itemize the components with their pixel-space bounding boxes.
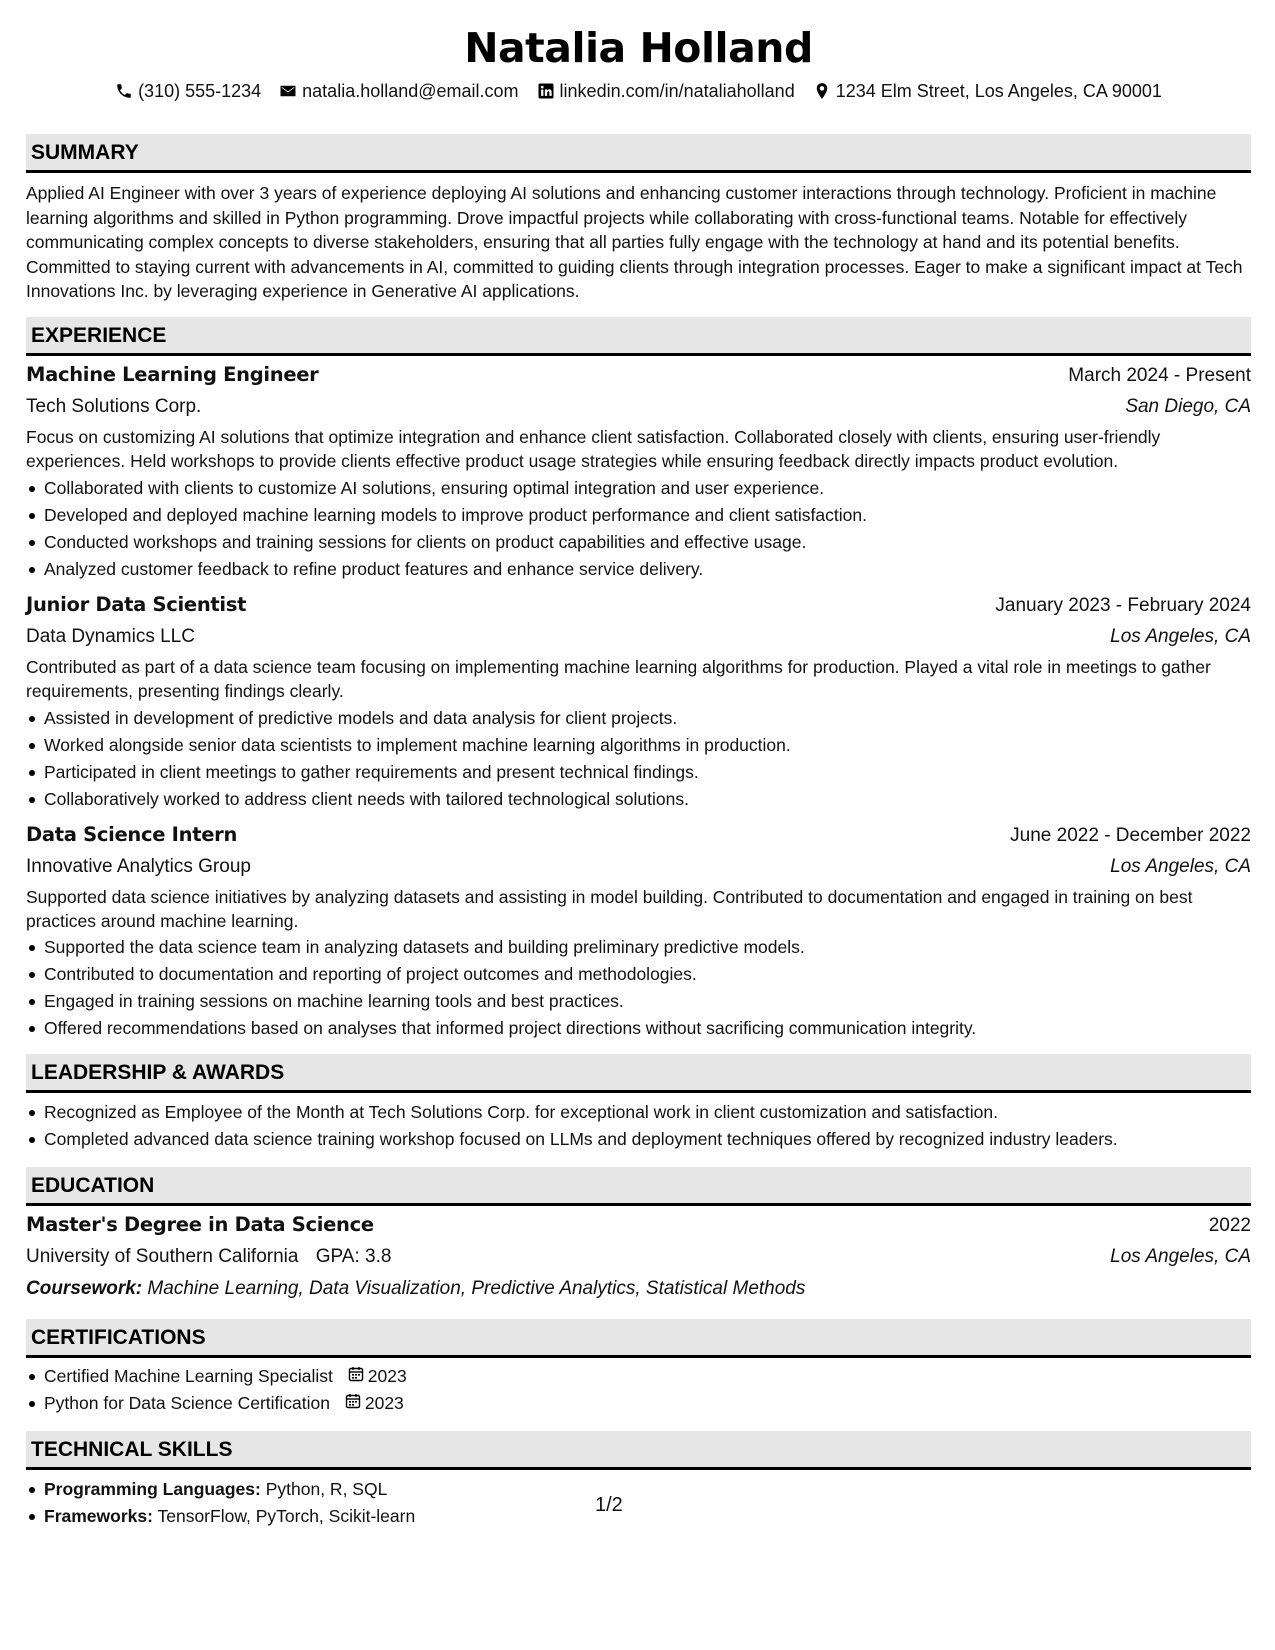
cert-year-wrap	[348, 1363, 407, 1390]
calendar-icon	[345, 1390, 361, 1417]
contact-linkedin[interactable]	[537, 78, 795, 104]
school-location: Los Angeles, CA	[1110, 1246, 1251, 1268]
skill-label: Programming Languages:	[44, 1479, 261, 1500]
job-company-row	[26, 391, 1251, 423]
resume-page	[26, 0, 1251, 1530]
skill-value: Python, R, SQL	[265, 1479, 388, 1500]
list-item	[26, 1503, 1251, 1530]
phone-number: (310) 555-1234	[138, 81, 262, 101]
list-item	[26, 1390, 1251, 1417]
job-title: Data Science Intern	[26, 822, 238, 846]
list-item: Recognized as Employee of the Month at Tech Solutions Corp. for exceptional work in client customization and satisfaction.	[26, 1099, 1251, 1126]
job-bullets	[26, 705, 1251, 813]
street-address: 1234 Elm Street, Los Angeles, CA 90001	[835, 81, 1162, 101]
list-item	[26, 1476, 1251, 1503]
job-header	[26, 590, 1251, 621]
leadership-list	[26, 1099, 1251, 1153]
list-item: Completed advanced data science training workshop focused on LLMs and deployment techniques offered by recognized industry leaders.	[26, 1126, 1251, 1153]
candidate-name: Natalia Holland	[464, 24, 813, 72]
degree-row	[26, 1210, 1251, 1241]
school-name: University of Southern California	[26, 1246, 299, 1268]
gpa: GPA: 3.8	[315, 1246, 392, 1268]
coursework-label: Coursework:	[26, 1278, 143, 1300]
leadership-header: LEADERSHIP & AWARDS	[26, 1054, 1251, 1093]
list-item: Participated in client meetings to gather requirements and present technical findings.	[26, 759, 1251, 786]
education-header: EDUCATION	[26, 1167, 1251, 1206]
skill-value: TensorFlow, PyTorch, Scikit-learn	[157, 1506, 416, 1527]
job-header	[26, 360, 1251, 391]
job-dates: March 2024 - Present	[1068, 364, 1251, 386]
school-row	[26, 1241, 1251, 1273]
experience-entry	[26, 590, 1251, 813]
contact-email[interactable]	[279, 78, 518, 104]
job-bullets	[26, 934, 1251, 1042]
list-item: Offered recommendations based on analyses that informed project directions without sacrificing communication integrity.	[26, 1015, 1251, 1042]
cert-year: 2023	[364, 1393, 404, 1414]
cert-name: Certified Machine Learning Specialist	[44, 1366, 333, 1387]
summary-header: SUMMARY	[26, 134, 1251, 173]
job-description: Supported data science initiatives by analyzing datasets and assisting in model building. Contributed to documentation and engaged in training on best practices around machine learning.	[26, 886, 1193, 931]
list-item: Engaged in training sessions on machine learning tools and best practices.	[26, 988, 1251, 1015]
cert-year-wrap	[345, 1390, 404, 1417]
summary-text: Applied AI Engineer with over 3 years of experience deploying AI solutions and enhancing customer interactions through technology. Proficient in machine learning algorithms and skilled in Python programming. Drove impactful projects while collaborating with cross-functional teams. Notable for effectively communicating complex concepts to diverse stakeholders, ensuring that all parties fully engage with the technology at hand and its potential benefits. Committed to staying current with advancements in AI, committed to guiding clients through integration processes. Eager to make a significant impact at Tech Innovations Inc. by leveraging experience in Generative AI applications.	[26, 183, 1243, 302]
linkedin-url: linkedin.com/in/nataliaholland	[559, 81, 795, 101]
coursework-row	[26, 1273, 1251, 1305]
job-dates: June 2022 - December 2022	[1010, 824, 1251, 846]
job-company-row	[26, 851, 1251, 883]
degree-title: Master's Degree in Data Science	[26, 1213, 374, 1237]
cert-year: 2023	[367, 1366, 407, 1387]
skills-header: TECHNICAL SKILLS	[26, 1431, 1251, 1470]
job-location: San Diego, CA	[1125, 395, 1251, 417]
job-description: Contributed as part of a data science team focusing on implementing machine learning algorithms for production. Played a vital role in meetings to gather requirements, presenting findings clearly.	[26, 656, 1211, 702]
job-company-row	[26, 621, 1251, 653]
job-company: Innovative Analytics Group	[26, 855, 251, 877]
certifications-list	[26, 1363, 1251, 1417]
email-address: natalia.holland@email.com	[302, 81, 519, 101]
certifications-header: CERTIFICATIONS	[26, 1319, 1251, 1358]
job-company: Tech Solutions Corp.	[26, 395, 202, 417]
list-item: Assisted in development of predictive models and data analysis for client projects.	[26, 705, 1251, 732]
job-title: Junior Data Scientist	[26, 592, 247, 616]
phone-icon	[115, 82, 133, 100]
job-description: Focus on customizing AI solutions that optimize integration and enhance client satisfaction. Collaborated closely with clients, ensuring user-friendly experiences. Held workshops to provide clients effective product usage strategies while ensuring feedback directly impacts product evolution.	[26, 426, 1161, 472]
list-item: Analyzed customer feedback to refine product features and enhance service delivery.	[26, 556, 1251, 583]
degree-year: 2022	[1208, 1215, 1251, 1237]
list-item: Worked alongside senior data scientists to implement machine learning algorithms in production.	[26, 732, 1251, 759]
list-item: Developed and deployed machine learning models to improve product performance and client satisfaction.	[26, 502, 1251, 529]
contact-phone	[115, 78, 261, 104]
skill-label: Frameworks:	[44, 1506, 153, 1527]
list-item: Supported the data science team in analyzing datasets and building preliminary predictive models.	[26, 934, 1251, 961]
job-title: Machine Learning Engineer	[26, 362, 319, 386]
job-location: Los Angeles, CA	[1110, 625, 1251, 647]
list-item: Contributed to documentation and reporting of project outcomes and methodologies.	[26, 961, 1251, 988]
experience-header: EXPERIENCE	[26, 317, 1251, 356]
skills-list	[26, 1476, 1251, 1530]
job-company: Data Dynamics LLC	[26, 625, 195, 647]
cert-name: Python for Data Science Certification	[44, 1393, 330, 1414]
map-pin-icon	[813, 82, 831, 100]
contact-bar	[26, 78, 1251, 104]
envelope-icon	[279, 82, 297, 100]
education-entry	[26, 1210, 1251, 1305]
linkedin-icon	[537, 82, 555, 100]
experience-entry	[26, 360, 1251, 583]
contact-address	[813, 78, 1162, 104]
coursework-list: Machine Learning, Data Visualization, Predictive Analytics, Statistical Methods	[147, 1278, 806, 1300]
list-item	[26, 1363, 1251, 1390]
list-item: Collaboratively worked to address client needs with tailored technological solutions.	[26, 786, 1251, 813]
calendar-icon	[348, 1363, 364, 1390]
page-number: 1/2	[595, 1494, 623, 1516]
experience-entry	[26, 820, 1251, 1043]
job-dates: January 2023 - February 2024	[995, 594, 1251, 616]
job-location: Los Angeles, CA	[1110, 855, 1251, 877]
school-info	[26, 1241, 391, 1273]
job-bullets	[26, 475, 1251, 583]
job-header	[26, 820, 1251, 851]
list-item: Conducted workshops and training sessions for clients on product capabilities and effective usage.	[26, 529, 1251, 556]
list-item: Collaborated with clients to customize AI solutions, ensuring optimal integration and user experience.	[26, 475, 1251, 502]
